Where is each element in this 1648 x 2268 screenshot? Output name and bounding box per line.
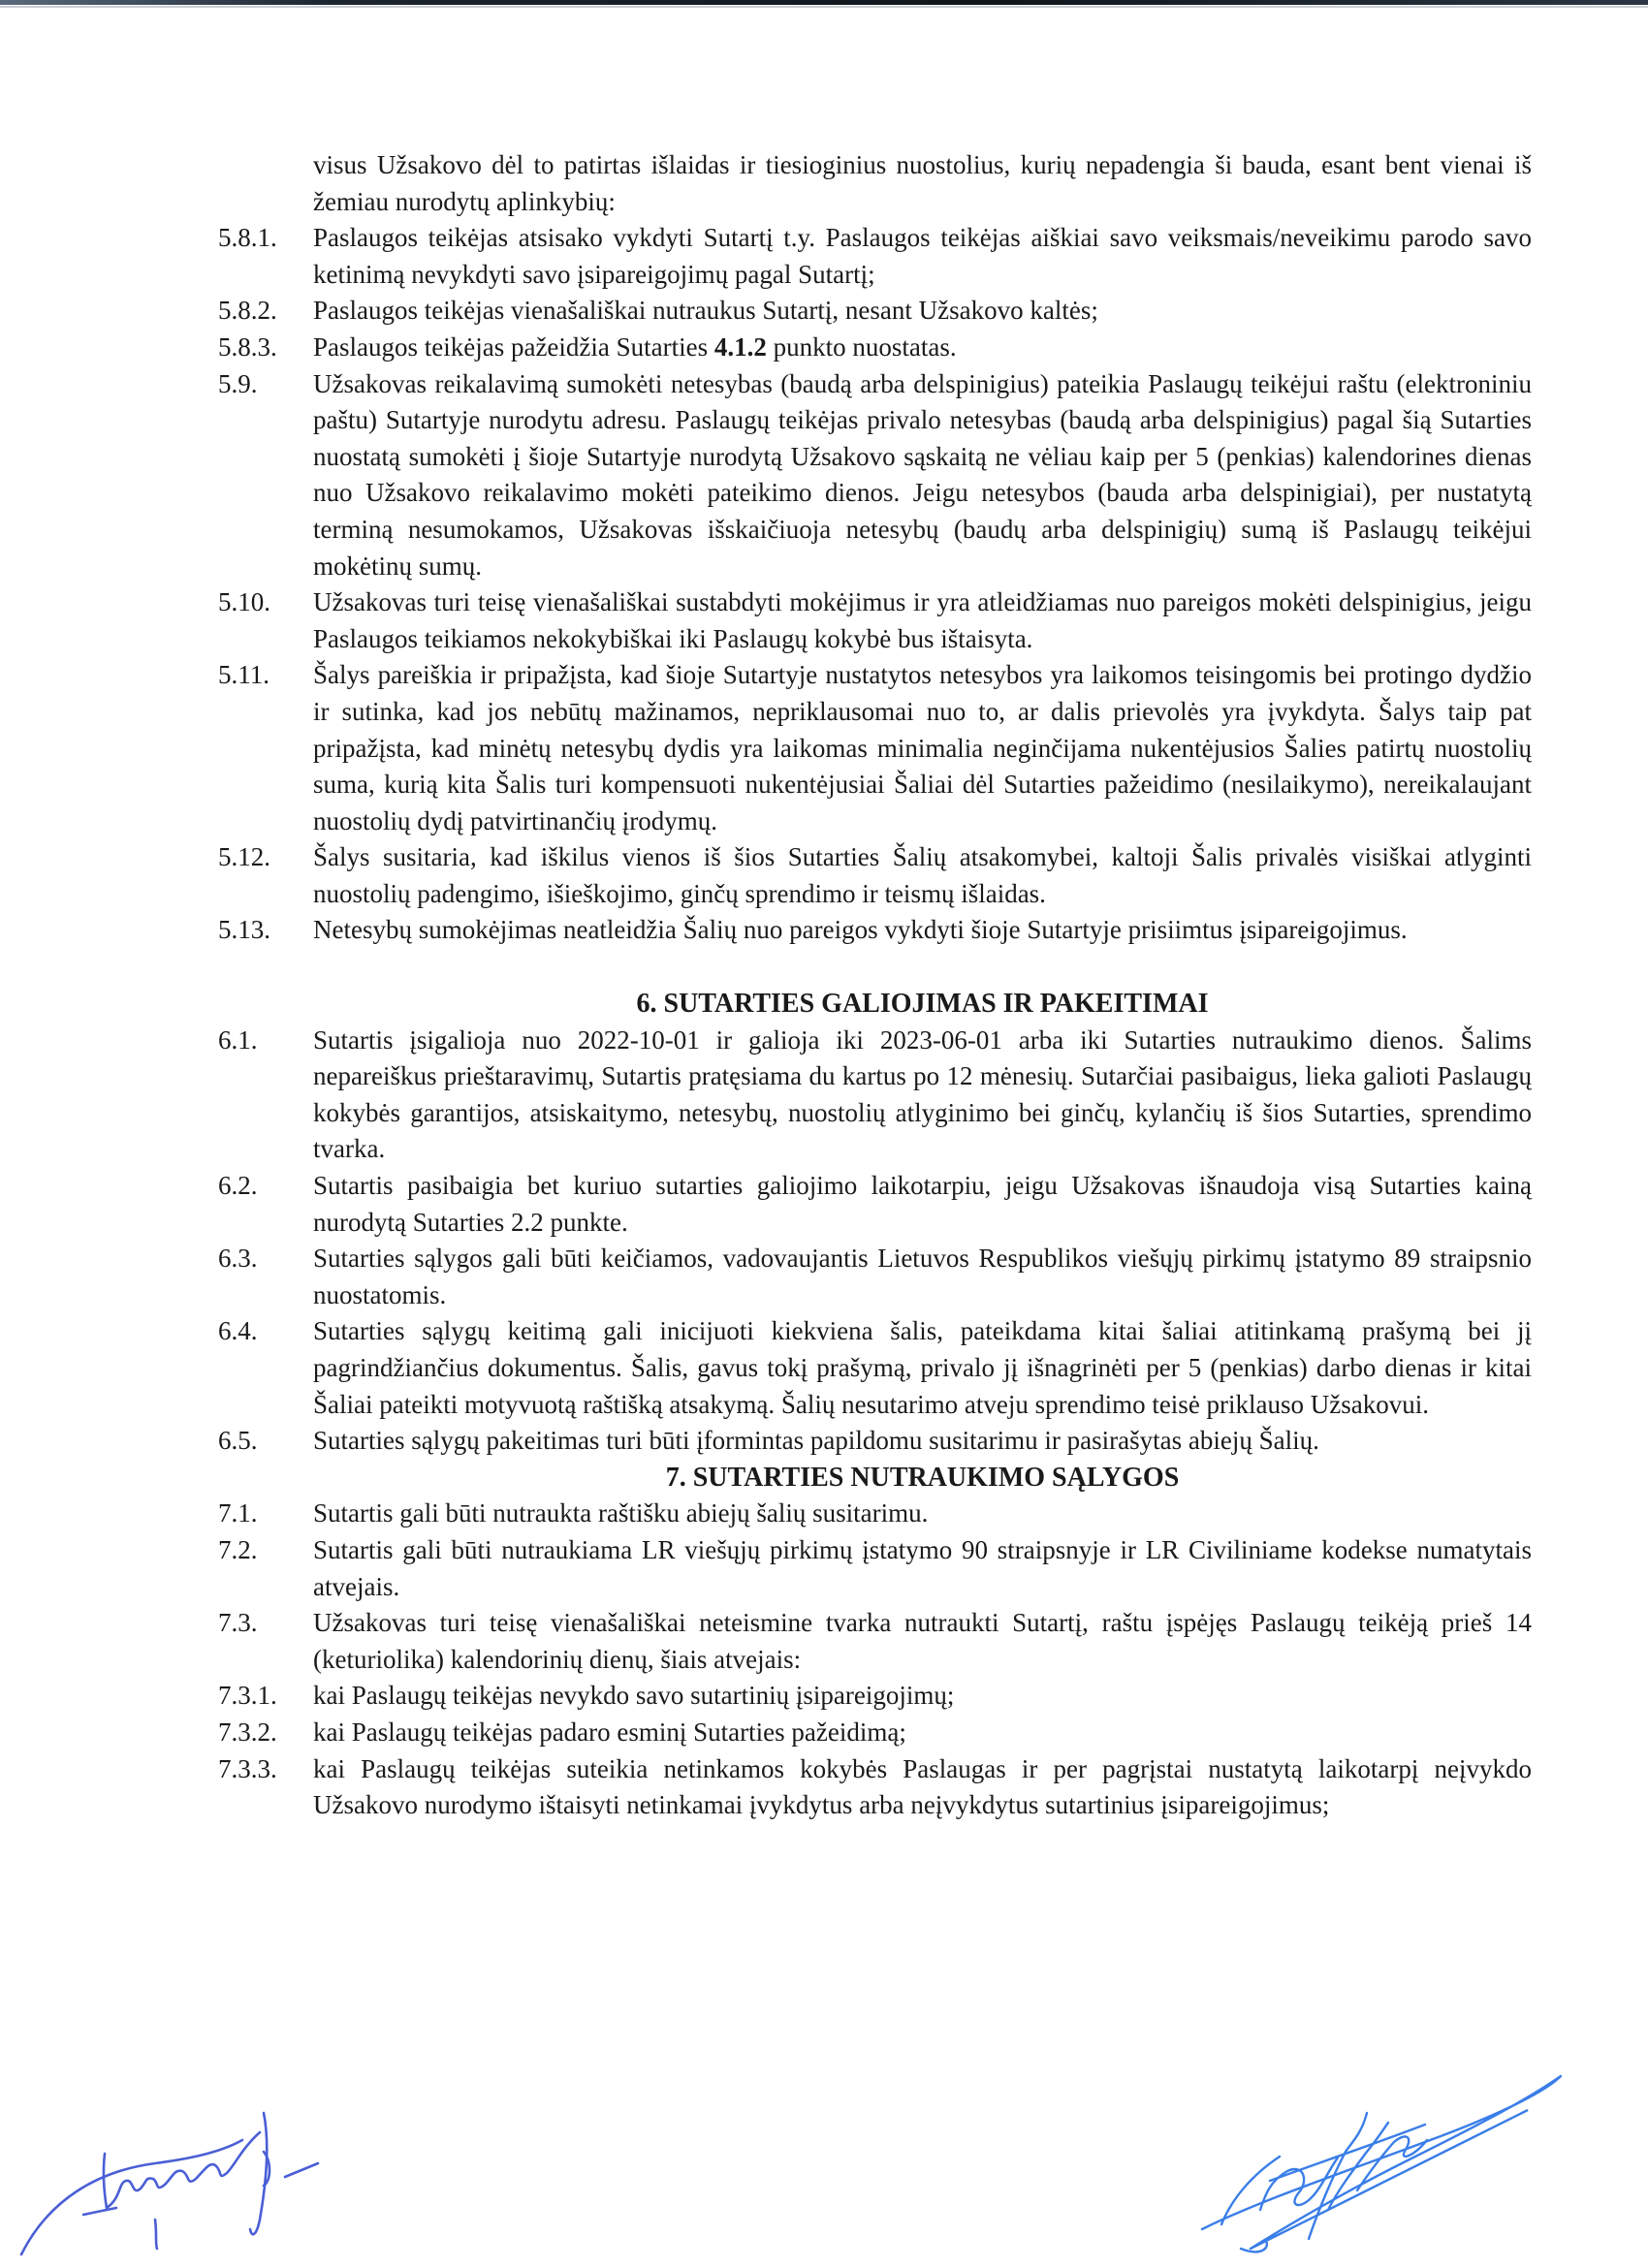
- clause-text-before: Paslaugos teikėjas pažeidžia Sutarties: [313, 331, 714, 362]
- clause-text: Šalys susitaria, kad iškilus vienos iš šios Sutarties Šalių atsakomybei, kaltoji Šalis privalės visiškai atlyginti nuostolių padengimo, išieškojimo, ginčų sprendimo ir teismų išlaidas.: [313, 842, 1532, 908]
- clause-6-5: [218, 1423, 1532, 1460]
- section-6-heading: 6. SUTARTIES GALIOJIMAS IR PAKEITIMAI: [636, 989, 1209, 1020]
- clause-6-1: [218, 1023, 1532, 1168]
- clause-text: Sutartis įsigalioja nuo 2022-10-01 ir galioja iki 2023-06-01 arba iki Sutarties nutraukimo dienos. Šalims nepareiškus prieštaravimų, Sutartis pratęsiama du kartus po 12 mėnesių. Sutarčiai pasibaigus, lieka galioti Paslaugų kokybės garantijos, atsiskaitymo, netesybų, nuostolių atlyginimo bei ginčų, kylančių iš šios Sutarties, sprendimo tvarka.: [313, 1024, 1532, 1164]
- clause-6-3: [218, 1241, 1532, 1313]
- clause-5-8-3: [218, 330, 1532, 366]
- clause-number: 6.5.: [218, 1426, 258, 1456]
- clause-text: Užsakovas reikalavimą sumokėti netesybas (baudą arba delspinigius) pateikia Paslaugų teikėjui raštu (elektroniniu paštu) Sutartyje nurodytu adresu. Paslaugų teikėjas privalo netesybas (baudą arba delspinigius) pagal šią Sutarties nuostatą sumokėti į šioje Sutartyje nurodytą Užsakovo sąskaitą ne vėliau kaip per 5 (penkias) kalendorines dienas nuo Užsakovo reikalavimo mokėti pateikimo dienos. Jeigu netesybos (bauda arba delspinigiai), per nustatytą terminą nesumokamos, Užsakovas išskaičiuoja netesybų (baudų arba delspinigių) sumą iš Paslaugų teikėjui mokėtinų sumų.: [313, 368, 1532, 581]
- clause-number: 7.2.: [218, 1534, 258, 1564]
- clause-number: 6.3.: [218, 1244, 258, 1274]
- clause-5-8-1: [218, 220, 1532, 293]
- clause-text: Sutartis gali būti nutraukiama LR viešųjų pirkimų įstatymo 90 straipsnyje ir LR Civiliniame kodekse numatytais atvejais.: [313, 1534, 1532, 1601]
- clause-number: 7.3.3.: [218, 1753, 277, 1783]
- clause-text: Sutarties sąlygų keitimą gali inicijuoti kiekviena šalis, pateikdama kitai šaliai atitinkamą prašymą bei jį pagrindžiančius dokumentus. Šalis, gavus tokį prašymą, privalo jį išnagrinėti per 5 (penkias) darbo dienas ir kitai Šaliai pateikti motyvuotą raštišką atsakymą. Šalių nesutarimo atveju sprendimo teisė priklauso Užsakovui.: [313, 1316, 1532, 1419]
- clause-text: Paslaugos teikėjas vienašališkai nutraukus Sutartį, nesant Užsakovo kaltės;: [313, 296, 1098, 326]
- clause-text: Netesybų sumokėjimas neatleidžia Šalių nuo pareigos vykdyti šioje Sutartyje prisiimtus įsipareigojimus.: [313, 915, 1408, 945]
- clause-text: Šalys pareiškia ir pripažįsta, kad šioje Sutartyje nustatytos netesybos yra laikomos teisingomis bei protingo dydžio ir sutinka, kad jos nebūtų mažinamos, nepriklausomai nuo to, ar dalis prievolės yra įvykdyta. Šalys taip pat pripažįsta, kad minėtų netesybų dydis yra laikomas minimalia neginčijama nukentėjusios Šalies patirtų nuostolių suma, kurią kita Šalis turi kompensuoti nukentėjusiai Šaliai dėl Sutarties pažeidimo (nesilaikymo), nereikalaujant nuostolių dydį patvirtinančių įrodymų.: [313, 660, 1532, 835]
- handwritten-signature-icon: [10, 2084, 339, 2268]
- clause-number: 5.8.3.: [218, 331, 277, 362]
- clause-number: 7.1.: [218, 1498, 258, 1528]
- clause-text: Užsakovas turi teisę vienašališkai sustabdyti mokėjimus ir yra atleidžiamas nuo pareigos mokėti delspinigius, jeigu Paslaugos teikiamos nekokybiškai iki Paslaugų kokybė bus ištaisyta.: [313, 587, 1532, 653]
- clause-reference-bold: 4.1.2: [713, 331, 767, 362]
- scan-top-edge: [0, 6, 1648, 8]
- clause-6-2: [218, 1168, 1532, 1241]
- clause-number: 7.3.: [218, 1608, 258, 1638]
- clause-text: Sutarties sąlygos gali būti keičiamos, vadovaujantis Lietuvos Respublikos viešųjų pirkimų įstatymo 89 straipsnio nuostatomis.: [313, 1244, 1532, 1309]
- clause-text: Užsakovas turi teisę vienašališkai neteismine tvarka nutraukti Sutartį, raštu įspėjęs Paslaugų teikėją prieš 14 (keturiolika) kalendorinių dienų, šiais atvejais:: [313, 1608, 1532, 1674]
- contract-page: [218, 147, 1532, 1824]
- clause-5-9: [218, 366, 1532, 585]
- clause-text: Sutarties sąlygų pakeitimas turi būti įformintas papildomu susitarimu ir pasirašytas abiejų Šalių.: [313, 1426, 1319, 1456]
- clause-text: kai Paslaugų teikėjas suteikia netinkamos kokybės Paslaugas ir per pagrįstai nustatytą laikotarpį neįvykdo Užsakovo nurodymo ištaisyti netinkamai įvykdytus arba neįvykdytus sutartinius įsipareigojimus;: [313, 1753, 1532, 1820]
- clause-number: 5.8.1.: [218, 223, 277, 253]
- clause-text: Paslaugos teikėjas atsisako vykdyti Sutartį t.y. Paslaugos teikėjas aiškiai savo veiksmais/neveikimu parodo savo ketinimą nevykdyti savo įsipareigojimų pagal Sutartį;: [313, 223, 1532, 289]
- clause-text: Sutartis pasibaigia bet kuriuo sutarties galiojimo laikotarpiu, jeigu Užsakovas išnaudoja visą Sutarties kainą nurodytą Sutarties 2.2 punkte.: [313, 1171, 1532, 1237]
- section-7-heading: 7. SUTARTIES NUTRAUKIMO SĄLYGOS: [665, 1462, 1180, 1493]
- clause-7-3-1: [218, 1678, 1532, 1715]
- clause-7-2: [218, 1532, 1532, 1605]
- clause-number: 7.3.1.: [218, 1681, 277, 1711]
- clause-5-13: [218, 912, 1532, 949]
- clause-text: Sutartis gali būti nutraukta raštišku abiejų šalių susitarimu.: [313, 1498, 929, 1528]
- clause-number: 5.9.: [218, 368, 258, 398]
- clause-7-3-2: [218, 1715, 1532, 1751]
- clause-7-3: [218, 1605, 1532, 1678]
- clause-5-8-2: [218, 293, 1532, 330]
- clause-text: kai Paslaugų teikėjas nevykdo savo sutartinių įsipareigojimų;: [313, 1681, 955, 1711]
- clause-6-4: [218, 1313, 1532, 1423]
- clause-number: 6.2.: [218, 1171, 258, 1201]
- clause-number: 6.4.: [218, 1316, 258, 1346]
- clause-number: 7.3.2.: [218, 1717, 277, 1747]
- clause-text-after: punkto nuostatas.: [766, 331, 957, 362]
- clause-7-3-3: [218, 1751, 1532, 1824]
- clause-5-12: [218, 839, 1532, 912]
- clause-number: 5.13.: [218, 915, 270, 945]
- clause-7-1: [218, 1496, 1532, 1532]
- handwritten-signature-icon: [1173, 2064, 1580, 2266]
- scan-top-border: [0, 0, 1648, 5]
- paragraph-continuation: visus Užsakovo dėl to patirtas išlaidas ir tiesioginius nuostolius, kurių nepadengia ši bauda, esant bent vienai iš žemiau nurodytų aplinkybių:: [313, 150, 1532, 216]
- clause-5-10: [218, 584, 1532, 657]
- clause-5-11: [218, 657, 1532, 839]
- clause-number: 5.10.: [218, 587, 270, 617]
- clause-number: 5.12.: [218, 842, 270, 872]
- clause-number: 6.1.: [218, 1024, 258, 1055]
- clause-text: kai Paslaugų teikėjas padaro esminį Sutarties pažeidimą;: [313, 1717, 906, 1747]
- clause-number: 5.11.: [218, 660, 269, 690]
- clause-text: [313, 330, 1532, 366]
- clause-number: 5.8.2.: [218, 296, 277, 326]
